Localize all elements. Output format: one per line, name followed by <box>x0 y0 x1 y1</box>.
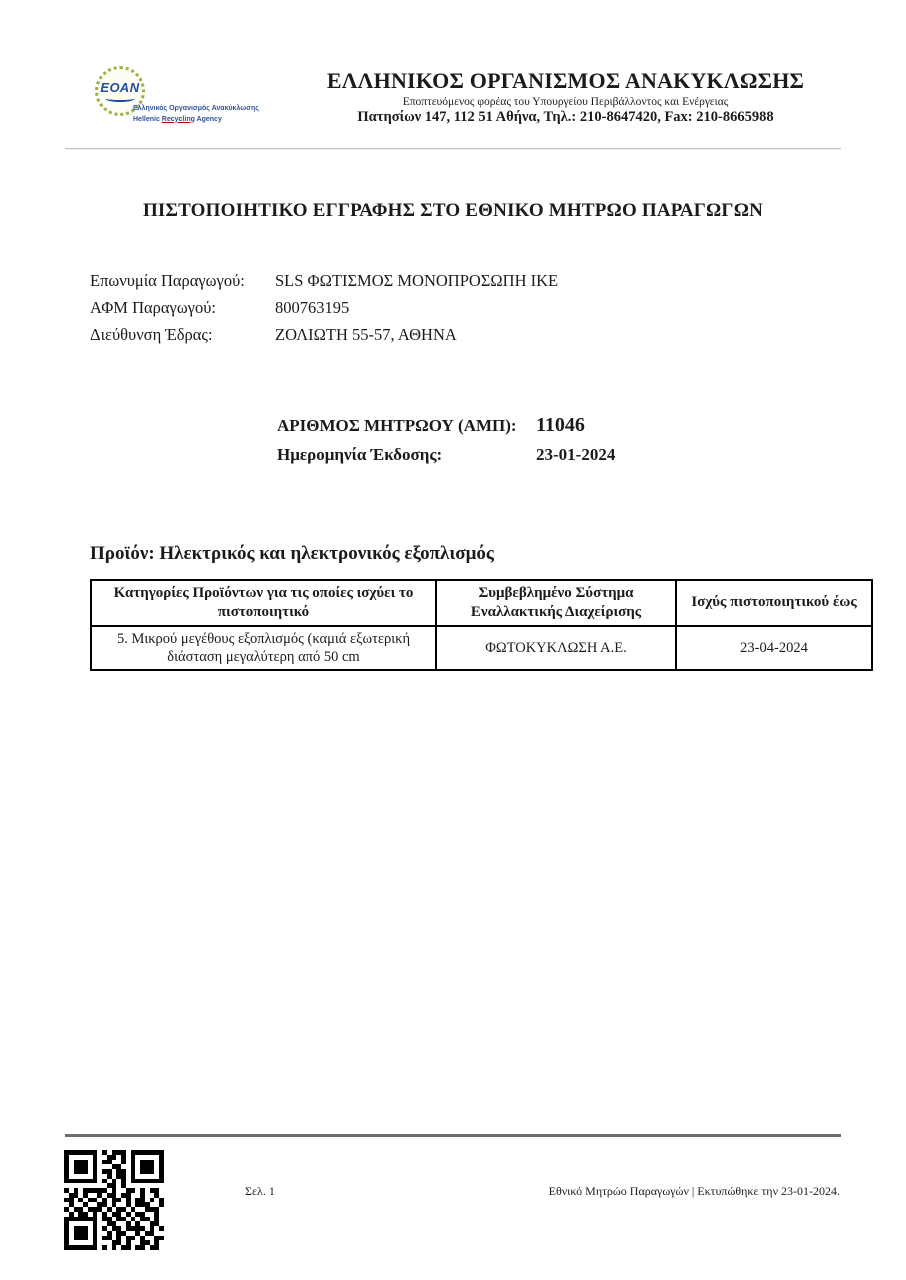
table-cell-system: ΦΩΤΟΚΥΚΛΩΣΗ Α.Ε. <box>436 626 676 670</box>
eoan-logo-subtext-greek: Ελληνικός Οργανισμός Ανακύκλωσης <box>133 105 259 112</box>
table-header-row <box>91 580 872 626</box>
eoan-logo-acronym: ΕΟΑΝ <box>100 79 140 95</box>
producer-info <box>90 267 841 348</box>
organization-name: ΕΛΛΗΝΙΚΟΣ ΟΡΓΑΝΙΣΜΟΣ ΑΝΑΚΥΚΛΩΣΗΣ <box>326 68 805 93</box>
issue-date-value: 23-01-2024 <box>536 445 616 464</box>
issue-date-label: Ημερομηνία Έκδοσης: <box>277 445 443 464</box>
eoan-logo-subtext-english-pre: Hellenic <box>133 115 162 123</box>
producer-address-row <box>90 321 841 348</box>
producer-name-label: Επωνυμία Παραγωγού: <box>90 271 245 290</box>
product-categories-table <box>90 579 873 671</box>
address-line: Πατησίων 147, 112 51 Αθήνα, Τηλ.: 210-8647420, Fax: 210-8665988 <box>357 109 774 125</box>
producer-name-row <box>90 267 841 294</box>
producer-vat-row <box>90 294 841 321</box>
table-row <box>91 626 872 670</box>
table-header-validity: Ισχύς πιστοποιητικού έως <box>676 580 872 626</box>
table-header-system: Συμβεβλημένο Σύστημα Εναλλακτικής Διαχείρισης <box>436 580 676 626</box>
qr-code <box>64 1150 164 1250</box>
product-heading: Προϊόν: Ηλεκτρικός και ηλεκτρονικός εξοπλισμός <box>90 543 494 564</box>
eoan-logo <box>65 64 290 126</box>
producer-vat-label: ΑΦΜ Παραγωγού: <box>90 298 216 317</box>
producer-name-value: SLS ΦΩΤΙΣΜΟΣ ΜΟΝΟΠΡΟΣΩΠΗ ΙΚΕ <box>275 271 559 290</box>
issue-date-row <box>277 440 841 469</box>
registry-number-value: 11046 <box>536 414 585 436</box>
header-text <box>290 64 841 126</box>
header-divider <box>65 148 841 150</box>
supervision-line: Εποπτευόμενος φορέας του Υπουργείου Περιβάλλοντος και Ενέργειας <box>402 96 729 108</box>
producer-address-value: ΖΟΛΙΩΤΗ 55-57, ΑΘΗΝΑ <box>275 325 457 344</box>
eoan-logo-swoosh-icon <box>105 95 135 102</box>
footer-print-info: Εθνικό Μητρώο Παραγωγών | Εκτυπώθηκε την 23-01-2024. <box>548 1184 840 1198</box>
table-cell-category: 5. Μικρού μεγέθους εξοπλισμός (καμιά εξωτερική διάσταση μεγαλύτερη από 50 cm <box>91 626 436 670</box>
certificate-title: ΠΙΣΤΟΠΟΙΗΤΙΚΟ ΕΓΓΡΑΦΗΣ ΣΤΟ ΕΘΝΙΚΟ ΜΗΤΡΩΟ ΠΑΡΑΓΩΓΩΝ <box>142 200 764 221</box>
header <box>0 0 906 126</box>
producer-vat-value: 800763195 <box>275 298 350 317</box>
registry-number-row <box>277 411 841 440</box>
eoan-logo-subtext <box>133 104 293 125</box>
footer-divider <box>65 1134 841 1137</box>
producer-address-label: Διεύθυνση Έδρας: <box>90 325 213 344</box>
eoan-logo-subtext-recycling: Recycling <box>161 115 195 123</box>
table-cell-validity: 23-04-2024 <box>676 626 872 670</box>
page-number: Σελ. 1 <box>245 1184 275 1198</box>
table-header-categories: Κατηγορίες Προϊόντων για τις οποίες ισχύει το πιστοποιητικό <box>91 580 436 626</box>
registry-block <box>277 411 841 469</box>
eoan-logo-subtext-english-post: Agency <box>194 115 222 123</box>
registry-number-label: ΑΡΙΘΜΟΣ ΜΗΤΡΩΟΥ (ΑΜΠ): <box>277 416 517 435</box>
